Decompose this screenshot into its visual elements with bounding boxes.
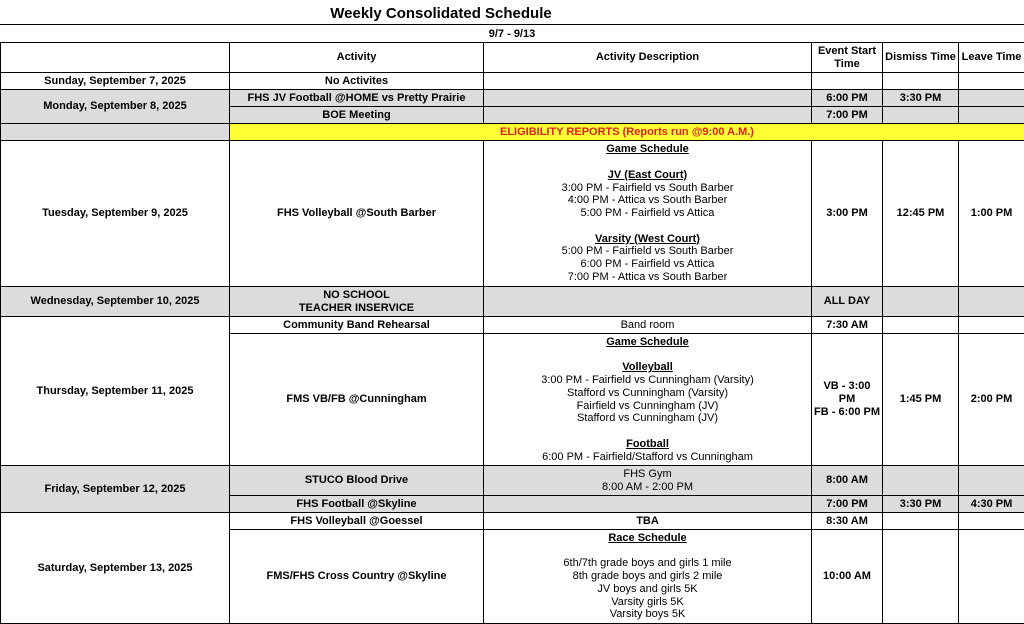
desc-line: 8:00 AM - 2:00 PM [601,480,694,493]
desc-line: JV boys and girls 5K [597,582,698,595]
dismiss-cell [883,466,959,496]
table-row [1,287,1024,317]
desc-line: 4:00 PM - Attica vs South Barber [567,194,728,207]
start-cell: 3:00 PM [812,141,883,287]
start-cell: 6:00 PM [812,90,883,107]
desc-line: 3:00 PM - Fairfield vs South Barber [561,181,734,194]
header-description: Activity Description [484,43,812,73]
header-event-start: Event Start Time [812,43,883,73]
day-date: Monday, September 8, 2025 [1,90,230,124]
desc-subheading: Football [626,437,669,450]
activity-line: TEACHER INSERVICE [298,301,415,314]
activity-cell: FHS Volleyball @Goessel [230,513,484,530]
schedule-table [0,42,1024,624]
table-row [1,90,1024,107]
activity-cell: BOE Meeting [230,107,484,124]
dismiss-cell [883,513,959,530]
start-cell [812,73,883,90]
header-row [1,43,1024,73]
header-leave: Leave Time [959,43,1024,73]
table-row [1,73,1024,90]
activity-cell: No Activites [230,73,484,90]
start-line: VB - 3:00 PM [823,380,871,406]
leave-cell [959,73,1024,90]
description-cell [484,73,812,90]
description-cell: Band room [484,317,812,334]
activity-line: NO SCHOOL [323,288,390,301]
eligibility-banner: ELIGIBILITY REPORTS (Reports run @9:00 A.M.) [230,124,1024,141]
dismiss-cell [883,73,959,90]
header-dismiss: Dismiss Time [883,43,959,73]
leave-cell [959,513,1024,530]
start-cell: 8:30 AM [812,513,883,530]
leave-cell: 2:00 PM [959,334,1024,466]
leave-cell: 4:30 PM [959,496,1024,513]
header-activity: Activity [230,43,484,73]
desc-line: 5:00 PM - Fairfield vs Attica [580,207,715,220]
day-date: Wednesday, September 10, 2025 [1,287,230,317]
desc-line: 3:00 PM - Fairfield vs Cunningham (Varsity) [541,373,754,386]
start-cell: ALL DAY [812,287,883,317]
desc-line: 8th grade boys and girls 2 mile [572,570,723,583]
desc-subheading: JV (East Court) [607,168,688,181]
table-row [1,466,1024,496]
desc-heading: Game Schedule [606,143,689,156]
day-date: Friday, September 12, 2025 [1,466,230,513]
leave-cell [959,466,1024,496]
description-cell [484,530,812,624]
description-cell [484,141,812,287]
activity-cell: FHS Football @Skyline [230,496,484,513]
desc-heading: Race Schedule [608,531,687,544]
desc-line: 6:00 PM - Fairfield/Stafford vs Cunningham [542,450,753,463]
day-date: Saturday, September 13, 2025 [1,513,230,624]
desc-line: Stafford vs Cunningham (Varsity) [567,386,728,399]
start-cell: 7:00 PM [812,107,883,124]
eligibility-row [1,124,1024,141]
activity-cell [230,287,484,317]
start-cell: 10:00 AM [812,530,883,624]
desc-heading: Game Schedule [606,335,689,348]
dismiss-cell: 3:30 PM [883,496,959,513]
date-filler [1,124,230,141]
activity-cell: STUCO Blood Drive [230,466,484,496]
desc-line: Fairfield vs Cunningham (JV) [576,399,719,412]
dismiss-cell [883,287,959,317]
table-row [1,141,1024,287]
dismiss-cell [883,107,959,124]
desc-line: 6:00 PM - Fairfield vs Attica [580,258,715,271]
desc-line: Varsity boys 5K [609,608,686,621]
description-cell [484,287,812,317]
dismiss-cell [883,530,959,624]
description-cell: TBA [484,513,812,530]
start-cell [812,334,883,466]
leave-cell [959,90,1024,107]
desc-line: 7:00 PM - Attica vs South Barber [567,271,728,284]
start-cell: 7:30 AM [812,317,883,334]
leave-cell [959,317,1024,334]
activity-cell: FMS VB/FB @Cunningham [230,334,484,466]
desc-line: FHS Gym [623,467,672,480]
desc-line: 6th/7th grade boys and girls 1 mile [563,557,732,570]
activity-cell: FHS JV Football @HOME vs Pretty Prairie [230,90,484,107]
description-cell [484,90,812,107]
date-range: 9/7 - 9/13 [0,24,1024,43]
day-date: Thursday, September 11, 2025 [1,317,230,466]
table-row [1,317,1024,334]
activity-cell: FMS/FHS Cross Country @Skyline [230,530,484,624]
leave-cell: 1:00 PM [959,141,1024,287]
dismiss-cell [883,317,959,334]
desc-subheading: Varsity (West Court) [595,232,700,245]
leave-cell [959,530,1024,624]
desc-line: 5:00 PM - Fairfield vs South Barber [561,245,734,258]
sheet-title: Weekly Consolidated Schedule [330,5,552,22]
start-cell: 7:00 PM [812,496,883,513]
start-line: FB - 6:00 PM [814,405,881,418]
dismiss-cell: 12:45 PM [883,141,959,287]
desc-subheading: Volleyball [622,361,673,374]
day-date: Tuesday, September 9, 2025 [1,141,230,287]
description-cell [484,334,812,466]
description-cell [484,107,812,124]
dismiss-cell: 1:45 PM [883,334,959,466]
day-date: Sunday, September 7, 2025 [1,73,230,90]
table-row [1,513,1024,530]
description-cell [484,466,812,496]
leave-cell [959,107,1024,124]
leave-cell [959,287,1024,317]
start-cell: 8:00 AM [812,466,883,496]
activity-cell: Community Band Rehearsal [230,317,484,334]
activity-cell: FHS Volleyball @South Barber [230,141,484,287]
dismiss-cell: 3:30 PM [883,90,959,107]
description-cell [484,496,812,513]
header-date [1,43,230,73]
desc-line: Varsity girls 5K [611,595,684,608]
desc-line: Stafford vs Cunningham (JV) [576,412,719,425]
